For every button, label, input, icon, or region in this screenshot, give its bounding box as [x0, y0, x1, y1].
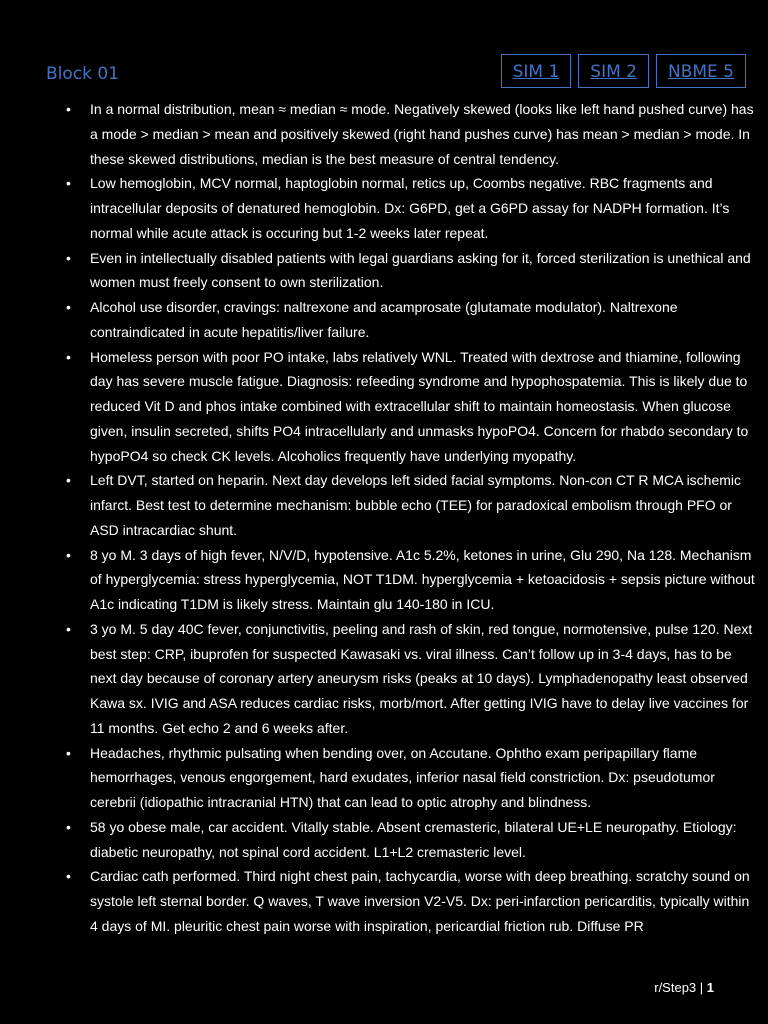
notes-list	[62, 97, 758, 939]
sim2-button[interactable]: SIM 2	[578, 54, 649, 88]
note-item: • 58 yo obese male, car accident. Vitally stable. Absent cremasteric, bilateral UE+LE neuropathy. Etiology: diabetic neuropathy, not spinal cord accident. L1+L2 cremasteric level.	[90, 815, 758, 865]
note-item: • 3 yo M. 5 day 40C fever, conjunctivitis, peeling and rash of skin, red tongue, normotensive, pulse 120. Next best step: CRP, ibuprofen for suspected Kawasaki vs. viral illness. Can’t follow up in 3-4 days, has to be next day because of coronary artery aneurysm risks (peaks at 10 days). Lymphadenopathy least observed Kawa sx. IVIG and ASA reduces cardiac risks, morb/mort. After getting IVIG have to delay live vaccines for 11 months. Get echo 2 and 6 weeks after.	[90, 617, 758, 741]
footer-source: r/Step3	[654, 980, 697, 995]
note-item: • 8 yo M. 3 days of high fever, N/V/D, hypotensive. A1c 5.2%, ketones in urine, Glu 290, Na 128. Mechanism of hyperglycemia: stress hyperglycemia, NOT T1DM. hyperglycemia + ketoacidosis + sepsis picture without A1c indicating T1DM is likely stress. Maintain glu 140-180 in ICU.	[90, 543, 758, 617]
note-item: • In a normal distribution, mean ≈ median ≈ mode. Negatively skewed (looks like left hand pushed curve) has a mode > median > mean and positively skewed (right hand pushes curve) has mean > median > mode. In these skewed distributions, median is the best measure of central tendency.	[90, 97, 758, 171]
note-item: • Alcohol use disorder, cravings: naltrexone and acamprosate (glutamate modulator). Naltrexone contraindicated in acute hepatitis/liver failure.	[90, 295, 758, 345]
nav-buttons	[501, 54, 746, 88]
note-item: • Headaches, rhythmic pulsating when bending over, on Accutane. Ophtho exam peripapillary flame hemorrhages, venous engorgement, hard exudates, inferior nasal field constriction. Dx: pseudotumor cerebrii (idiopathic intracranial HTN) that can lead to optic atrophy and blindness.	[90, 741, 758, 815]
page-footer	[654, 980, 714, 995]
block-title: Block 01	[46, 64, 120, 84]
note-item: • Even in intellectually disabled patients with legal guardians asking for it, forced sterilization is unethical and women must freely consent to own sterilization.	[90, 246, 758, 296]
sim1-button[interactable]: SIM 1	[501, 54, 572, 88]
nbme5-button[interactable]: NBME 5	[656, 54, 746, 88]
note-item: • Left DVT, started on heparin. Next day develops left sided facial symptoms. Non-con CT R MCA ischemic infarct. Best test to determine mechanism: bubble echo (TEE) for paradoxical embolism through PFO or ASD intracardiac shunt.	[90, 468, 758, 542]
note-item: • Cardiac cath performed. Third night chest pain, tachycardia, worse with deep breathing. scratchy sound on systole left sternal border. Q waves, T wave inversion V2-V5. Dx: peri-infarction pericarditis, typically within 4 days of MI. pleuritic chest pain worse with inspiration, pericardial friction rub. Diffuse PR	[90, 864, 758, 938]
note-item: • Low hemoglobin, MCV normal, haptoglobin normal, retics up, Coombs negative. RBC fragments and intracellular deposits of denatured hemoglobin. Dx: G6PD, get a G6PD assay for NADPH formation. It’s normal while acute attack is occuring but 1-2 weeks later repeat.	[90, 171, 758, 245]
note-item: • Homeless person with poor PO intake, labs relatively WNL. Treated with dextrose and thiamine, following day has severe muscle fatigue. Diagnosis: refeeding syndrome and hypophospatemia. This is likely due to reduced Vit D and phos intake combined with extracellular shift to maintain homeostasis. When glucose given, insulin secreted, shifts PO4 intracellularly and unmasks hypoPO4. Concern for rhabdo secondary to hypoPO4 so check CK levels. Alcoholics frequently have underlying myopathy.	[90, 345, 758, 469]
footer-separator: |	[696, 980, 707, 995]
page-number: 1	[706, 980, 714, 995]
